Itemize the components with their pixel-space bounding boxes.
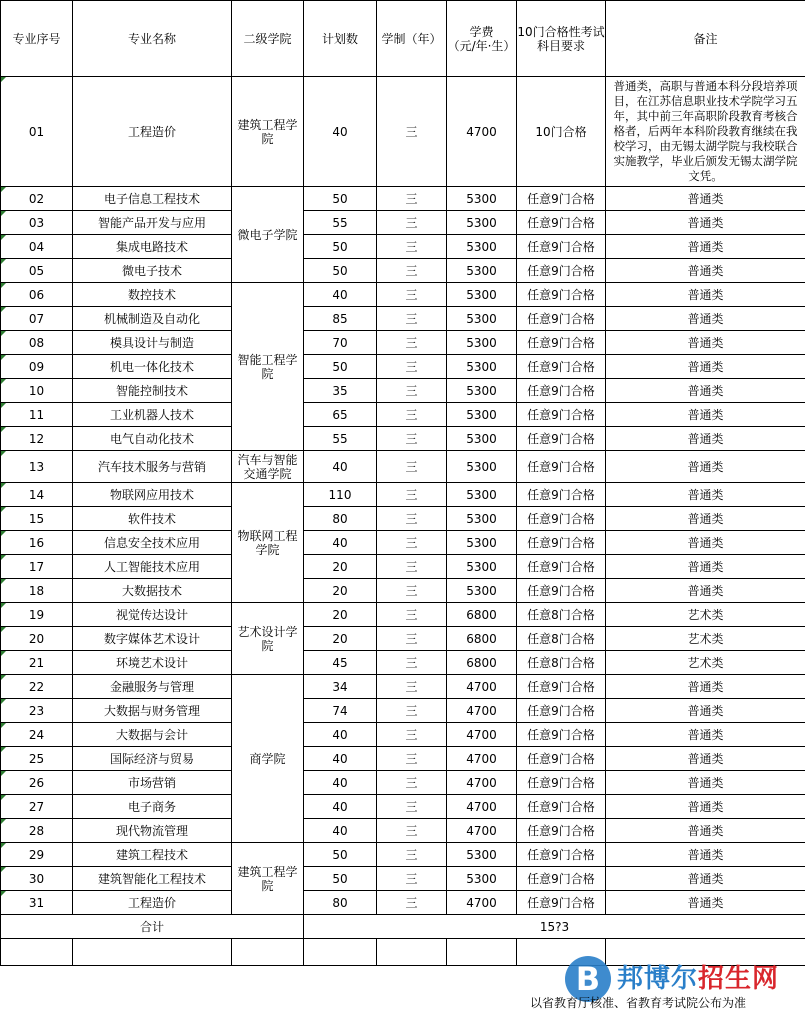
table-row	[1, 427, 805, 451]
blank-cell	[606, 939, 805, 966]
exam-requirement-cell: 任意9门合格	[517, 427, 606, 451]
remark-cell: 普通类	[606, 403, 805, 427]
duration-cell: 三	[377, 579, 447, 603]
footnote: 以省教育厅核准、省教育考试院公布为准	[530, 996, 747, 1010]
remark-cell: 普通类	[606, 187, 805, 211]
major-number-cell: 04	[1, 235, 73, 259]
college-cell: 智能工程学院	[232, 283, 304, 451]
duration-cell: 三	[377, 747, 447, 771]
major-number-cell: 06	[1, 283, 73, 307]
table-row	[1, 355, 805, 379]
major-number-cell: 12	[1, 427, 73, 451]
tuition-cell: 5300	[447, 283, 517, 307]
major-number-cell: 09	[1, 355, 73, 379]
college-cell: 物联网工程学院	[232, 483, 304, 603]
major-name-cell: 工业机器人技术	[73, 403, 232, 427]
remark-cell: 普通类	[606, 451, 805, 483]
table-row	[1, 283, 805, 307]
major-name-cell: 物联网应用技术	[73, 483, 232, 507]
tuition-cell: 5300	[447, 259, 517, 283]
table-row	[1, 259, 805, 283]
major-name-cell: 建筑智能化工程技术	[73, 867, 232, 891]
tuition-cell: 5300	[447, 579, 517, 603]
blank-cell	[377, 939, 447, 966]
exam-requirement-cell: 任意9门合格	[517, 771, 606, 795]
plan-count-cell: 45	[304, 651, 377, 675]
duration-cell: 三	[377, 307, 447, 331]
table-row	[1, 235, 805, 259]
tuition-cell: 5300	[447, 211, 517, 235]
table-row	[1, 555, 805, 579]
table-row	[1, 507, 805, 531]
table-row	[1, 603, 805, 627]
tuition-cell: 5300	[447, 843, 517, 867]
major-name-cell: 机电一体化技术	[73, 355, 232, 379]
table-row	[1, 403, 805, 427]
blank-cell	[232, 939, 304, 966]
exam-requirement-cell: 任意9门合格	[517, 579, 606, 603]
header-cell: 计划数	[304, 1, 377, 77]
table-row	[1, 331, 805, 355]
tuition-cell: 4700	[447, 723, 517, 747]
tuition-cell: 6800	[447, 627, 517, 651]
exam-requirement-cell: 任意9门合格	[517, 259, 606, 283]
major-name-cell: 智能控制技术	[73, 379, 232, 403]
tuition-cell: 5300	[447, 187, 517, 211]
plan-count-cell: 40	[304, 795, 377, 819]
plan-count-cell: 20	[304, 579, 377, 603]
watermark-text-b: 招生网	[698, 964, 780, 994]
remark-cell: 普通类	[606, 579, 805, 603]
header-cell: 备注	[606, 1, 805, 77]
remark-cell: 艺术类	[606, 651, 805, 675]
plan-count-cell: 40	[304, 819, 377, 843]
table-row	[1, 819, 805, 843]
table-row	[1, 77, 805, 187]
remark-cell: 普通类	[606, 211, 805, 235]
table-row	[1, 211, 805, 235]
duration-cell: 三	[377, 531, 447, 555]
plan-count-cell: 110	[304, 483, 377, 507]
major-name-cell: 市场营销	[73, 771, 232, 795]
duration-cell: 三	[377, 555, 447, 579]
plan-count-cell: 74	[304, 699, 377, 723]
exam-requirement-cell: 任意9门合格	[517, 555, 606, 579]
major-name-cell: 机械制造及自动化	[73, 307, 232, 331]
plan-count-cell: 50	[304, 187, 377, 211]
college-cell: 建筑工程学院	[232, 843, 304, 915]
header-row	[1, 1, 805, 77]
total-row	[1, 915, 805, 939]
major-number-cell: 14	[1, 483, 73, 507]
plan-count-cell: 50	[304, 259, 377, 283]
remark-cell: 普通类	[606, 699, 805, 723]
tuition-cell: 5300	[447, 427, 517, 451]
major-number-cell: 19	[1, 603, 73, 627]
duration-cell: 三	[377, 283, 447, 307]
exam-requirement-cell: 任意9门合格	[517, 355, 606, 379]
remark-cell: 普通类	[606, 555, 805, 579]
total-label: 合计	[1, 915, 304, 939]
duration-cell: 三	[377, 77, 447, 187]
table-row	[1, 699, 805, 723]
plan-count-cell: 40	[304, 283, 377, 307]
duration-cell: 三	[377, 867, 447, 891]
major-name-cell: 电子商务	[73, 795, 232, 819]
table-row	[1, 651, 805, 675]
header-cell: 二级学院	[232, 1, 304, 77]
remark-cell: 普通类	[606, 531, 805, 555]
remark-cell: 普通类	[606, 331, 805, 355]
table-row	[1, 867, 805, 891]
duration-cell: 三	[377, 451, 447, 483]
remark-cell: 艺术类	[606, 627, 805, 651]
major-number-cell: 30	[1, 867, 73, 891]
exam-requirement-cell: 任意9门合格	[517, 187, 606, 211]
major-name-cell: 智能产品开发与应用	[73, 211, 232, 235]
duration-cell: 三	[377, 483, 447, 507]
duration-cell: 三	[377, 427, 447, 451]
major-number-cell: 31	[1, 891, 73, 915]
major-number-cell: 17	[1, 555, 73, 579]
duration-cell: 三	[377, 723, 447, 747]
plan-count-cell: 20	[304, 627, 377, 651]
plan-count-cell: 80	[304, 891, 377, 915]
tuition-cell: 5300	[447, 531, 517, 555]
major-name-cell: 数字媒体艺术设计	[73, 627, 232, 651]
tuition-cell: 4700	[447, 795, 517, 819]
exam-requirement-cell: 任意9门合格	[517, 379, 606, 403]
plan-count-cell: 50	[304, 867, 377, 891]
remark-cell: 普通类，高职与普通本科分段培养项目，在江苏信息职业技术学院学习五年，其中前三年高职阶段教育考核合格者，后两年本科阶段教育继续在我校学习，由无锡太湖学院与我校联合实施教学，毕业后颁发无锡太湖学院文凭。	[606, 77, 805, 187]
duration-cell: 三	[377, 507, 447, 531]
major-number-cell: 11	[1, 403, 73, 427]
plan-count-cell: 85	[304, 307, 377, 331]
plan-count-cell: 40	[304, 531, 377, 555]
major-number-cell: 02	[1, 187, 73, 211]
college-cell: 微电子学院	[232, 187, 304, 283]
major-name-cell: 工程造价	[73, 891, 232, 915]
major-name-cell: 电子信息工程技术	[73, 187, 232, 211]
plan-count-cell: 35	[304, 379, 377, 403]
remark-cell: 普通类	[606, 507, 805, 531]
tuition-cell: 4700	[447, 675, 517, 699]
remark-cell: 艺术类	[606, 603, 805, 627]
table-row	[1, 747, 805, 771]
exam-requirement-cell: 任意9门合格	[517, 507, 606, 531]
exam-requirement-cell: 任意8门合格	[517, 651, 606, 675]
header-cell: 学费 （元/年·生）	[447, 1, 517, 77]
major-number-cell: 03	[1, 211, 73, 235]
table-row	[1, 795, 805, 819]
major-number-cell: 05	[1, 259, 73, 283]
remark-cell: 普通类	[606, 891, 805, 915]
blank-cell	[517, 939, 606, 966]
total-value: 15?3	[304, 915, 805, 939]
major-name-cell: 现代物流管理	[73, 819, 232, 843]
major-name-cell: 国际经济与贸易	[73, 747, 232, 771]
duration-cell: 三	[377, 651, 447, 675]
exam-requirement-cell: 任意9门合格	[517, 307, 606, 331]
remark-cell: 普通类	[606, 795, 805, 819]
major-number-cell: 26	[1, 771, 73, 795]
major-name-cell: 大数据技术	[73, 579, 232, 603]
tuition-cell: 5300	[447, 235, 517, 259]
remark-cell: 普通类	[606, 867, 805, 891]
major-number-cell: 16	[1, 531, 73, 555]
table-row	[1, 891, 805, 915]
major-name-cell: 模具设计与制造	[73, 331, 232, 355]
major-name-cell: 汽车技术服务与营销	[73, 451, 232, 483]
table-row	[1, 771, 805, 795]
major-number-cell: 28	[1, 819, 73, 843]
table-row	[1, 627, 805, 651]
major-number-cell: 07	[1, 307, 73, 331]
plan-count-cell: 20	[304, 603, 377, 627]
exam-requirement-cell: 任意9门合格	[517, 403, 606, 427]
major-name-cell: 集成电路技术	[73, 235, 232, 259]
remark-cell: 普通类	[606, 483, 805, 507]
plan-count-cell: 55	[304, 427, 377, 451]
major-name-cell: 软件技术	[73, 507, 232, 531]
table-row	[1, 307, 805, 331]
table-row	[1, 579, 805, 603]
exam-requirement-cell: 任意9门合格	[517, 331, 606, 355]
exam-requirement-cell: 任意9门合格	[517, 891, 606, 915]
exam-requirement-cell: 任意9门合格	[517, 699, 606, 723]
major-number-cell: 27	[1, 795, 73, 819]
exam-requirement-cell: 任意8门合格	[517, 627, 606, 651]
major-name-cell: 信息安全技术应用	[73, 531, 232, 555]
exam-requirement-cell: 任意9门合格	[517, 867, 606, 891]
plan-count-cell: 40	[304, 771, 377, 795]
exam-requirement-cell: 任意9门合格	[517, 795, 606, 819]
plan-count-cell: 50	[304, 355, 377, 379]
duration-cell: 三	[377, 235, 447, 259]
plan-count-cell: 34	[304, 675, 377, 699]
remark-cell: 普通类	[606, 747, 805, 771]
tuition-cell: 5300	[447, 403, 517, 427]
plan-count-cell: 40	[304, 77, 377, 187]
remark-cell: 普通类	[606, 771, 805, 795]
major-number-cell: 01	[1, 77, 73, 187]
major-number-cell: 23	[1, 699, 73, 723]
plan-count-cell: 40	[304, 723, 377, 747]
tuition-cell: 4700	[447, 819, 517, 843]
tuition-cell: 4700	[447, 699, 517, 723]
remark-cell: 普通类	[606, 259, 805, 283]
remark-cell: 普通类	[606, 379, 805, 403]
exam-requirement-cell: 任意9门合格	[517, 235, 606, 259]
table-row	[1, 843, 805, 867]
tuition-cell: 4700	[447, 771, 517, 795]
duration-cell: 三	[377, 187, 447, 211]
exam-requirement-cell: 任意9门合格	[517, 675, 606, 699]
exam-requirement-cell: 任意9门合格	[517, 843, 606, 867]
header-cell: 学制（年）	[377, 1, 447, 77]
major-number-cell: 10	[1, 379, 73, 403]
major-name-cell: 数控技术	[73, 283, 232, 307]
tuition-cell: 5300	[447, 307, 517, 331]
table-row	[1, 531, 805, 555]
duration-cell: 三	[377, 211, 447, 235]
major-name-cell: 建筑工程技术	[73, 843, 232, 867]
tuition-cell: 5300	[447, 867, 517, 891]
table-row	[1, 483, 805, 507]
duration-cell: 三	[377, 771, 447, 795]
plan-count-cell: 40	[304, 451, 377, 483]
blank-cell	[1, 939, 73, 966]
plan-count-cell: 50	[304, 235, 377, 259]
exam-requirement-cell: 任意9门合格	[517, 483, 606, 507]
duration-cell: 三	[377, 403, 447, 427]
tuition-cell: 4700	[447, 747, 517, 771]
duration-cell: 三	[377, 891, 447, 915]
tuition-cell: 5300	[447, 451, 517, 483]
tuition-cell: 5300	[447, 483, 517, 507]
major-name-cell: 环境艺术设计	[73, 651, 232, 675]
plan-count-cell: 65	[304, 403, 377, 427]
duration-cell: 三	[377, 699, 447, 723]
remark-cell: 普通类	[606, 235, 805, 259]
college-cell: 艺术设计学院	[232, 603, 304, 675]
remark-cell: 普通类	[606, 427, 805, 451]
remark-cell: 普通类	[606, 283, 805, 307]
exam-requirement-cell: 任意9门合格	[517, 531, 606, 555]
exam-requirement-cell: 10门合格	[517, 77, 606, 187]
tuition-cell: 6800	[447, 651, 517, 675]
college-cell: 建筑工程学院	[232, 77, 304, 187]
major-name-cell: 视觉传达设计	[73, 603, 232, 627]
remark-cell: 普通类	[606, 355, 805, 379]
duration-cell: 三	[377, 603, 447, 627]
exam-requirement-cell: 任意9门合格	[517, 211, 606, 235]
major-number-cell: 08	[1, 331, 73, 355]
college-cell: 汽车与智能交通学院	[232, 451, 304, 483]
duration-cell: 三	[377, 819, 447, 843]
plan-count-cell: 20	[304, 555, 377, 579]
header-cell: 专业序号	[1, 1, 73, 77]
major-number-cell: 13	[1, 451, 73, 483]
exam-requirement-cell: 任意9门合格	[517, 819, 606, 843]
major-name-cell: 工程造价	[73, 77, 232, 187]
major-name-cell: 电气自动化技术	[73, 427, 232, 451]
major-number-cell: 24	[1, 723, 73, 747]
tuition-cell: 5300	[447, 379, 517, 403]
tuition-cell: 5300	[447, 555, 517, 579]
plan-count-cell: 70	[304, 331, 377, 355]
duration-cell: 三	[377, 675, 447, 699]
duration-cell: 三	[377, 627, 447, 651]
major-name-cell: 微电子技术	[73, 259, 232, 283]
major-number-cell: 21	[1, 651, 73, 675]
blank-row	[1, 939, 805, 966]
remark-cell: 普通类	[606, 819, 805, 843]
tuition-cell: 4700	[447, 77, 517, 187]
duration-cell: 三	[377, 843, 447, 867]
major-number-cell: 18	[1, 579, 73, 603]
exam-requirement-cell: 任意9门合格	[517, 747, 606, 771]
duration-cell: 三	[377, 355, 447, 379]
tuition-cell: 6800	[447, 603, 517, 627]
watermark-text-a: 邦博尔	[617, 964, 699, 994]
table-row	[1, 187, 805, 211]
duration-cell: 三	[377, 331, 447, 355]
major-number-cell: 22	[1, 675, 73, 699]
remark-cell: 普通类	[606, 307, 805, 331]
header-cell: 10门合格性考试科目要求	[517, 1, 606, 77]
major-name-cell: 人工智能技术应用	[73, 555, 232, 579]
duration-cell: 三	[377, 259, 447, 283]
plan-count-cell: 80	[304, 507, 377, 531]
watermark-b-icon: B	[565, 956, 611, 1002]
header-cell: 专业名称	[73, 1, 232, 77]
table-row	[1, 723, 805, 747]
college-cell: 商学院	[232, 675, 304, 843]
table-row	[1, 675, 805, 699]
duration-cell: 三	[377, 795, 447, 819]
major-number-cell: 29	[1, 843, 73, 867]
remark-cell: 普通类	[606, 675, 805, 699]
duration-cell: 三	[377, 379, 447, 403]
exam-requirement-cell: 任意8门合格	[517, 603, 606, 627]
tuition-cell: 5300	[447, 355, 517, 379]
blank-cell	[73, 939, 232, 966]
exam-requirement-cell: 任意9门合格	[517, 723, 606, 747]
major-name-cell: 金融服务与管理	[73, 675, 232, 699]
plan-count-cell: 55	[304, 211, 377, 235]
major-number-cell: 25	[1, 747, 73, 771]
table-row	[1, 451, 805, 483]
plan-count-cell: 40	[304, 747, 377, 771]
remark-cell: 普通类	[606, 843, 805, 867]
major-number-cell: 20	[1, 627, 73, 651]
exam-requirement-cell: 任意9门合格	[517, 283, 606, 307]
major-name-cell: 大数据与会计	[73, 723, 232, 747]
table-row	[1, 379, 805, 403]
remark-cell: 普通类	[606, 723, 805, 747]
major-name-cell: 大数据与财务管理	[73, 699, 232, 723]
blank-cell	[447, 939, 517, 966]
tuition-cell: 4700	[447, 891, 517, 915]
major-number-cell: 15	[1, 507, 73, 531]
exam-requirement-cell: 任意9门合格	[517, 451, 606, 483]
tuition-cell: 5300	[447, 507, 517, 531]
tuition-cell: 5300	[447, 331, 517, 355]
plan-count-cell: 50	[304, 843, 377, 867]
blank-cell	[304, 939, 377, 966]
